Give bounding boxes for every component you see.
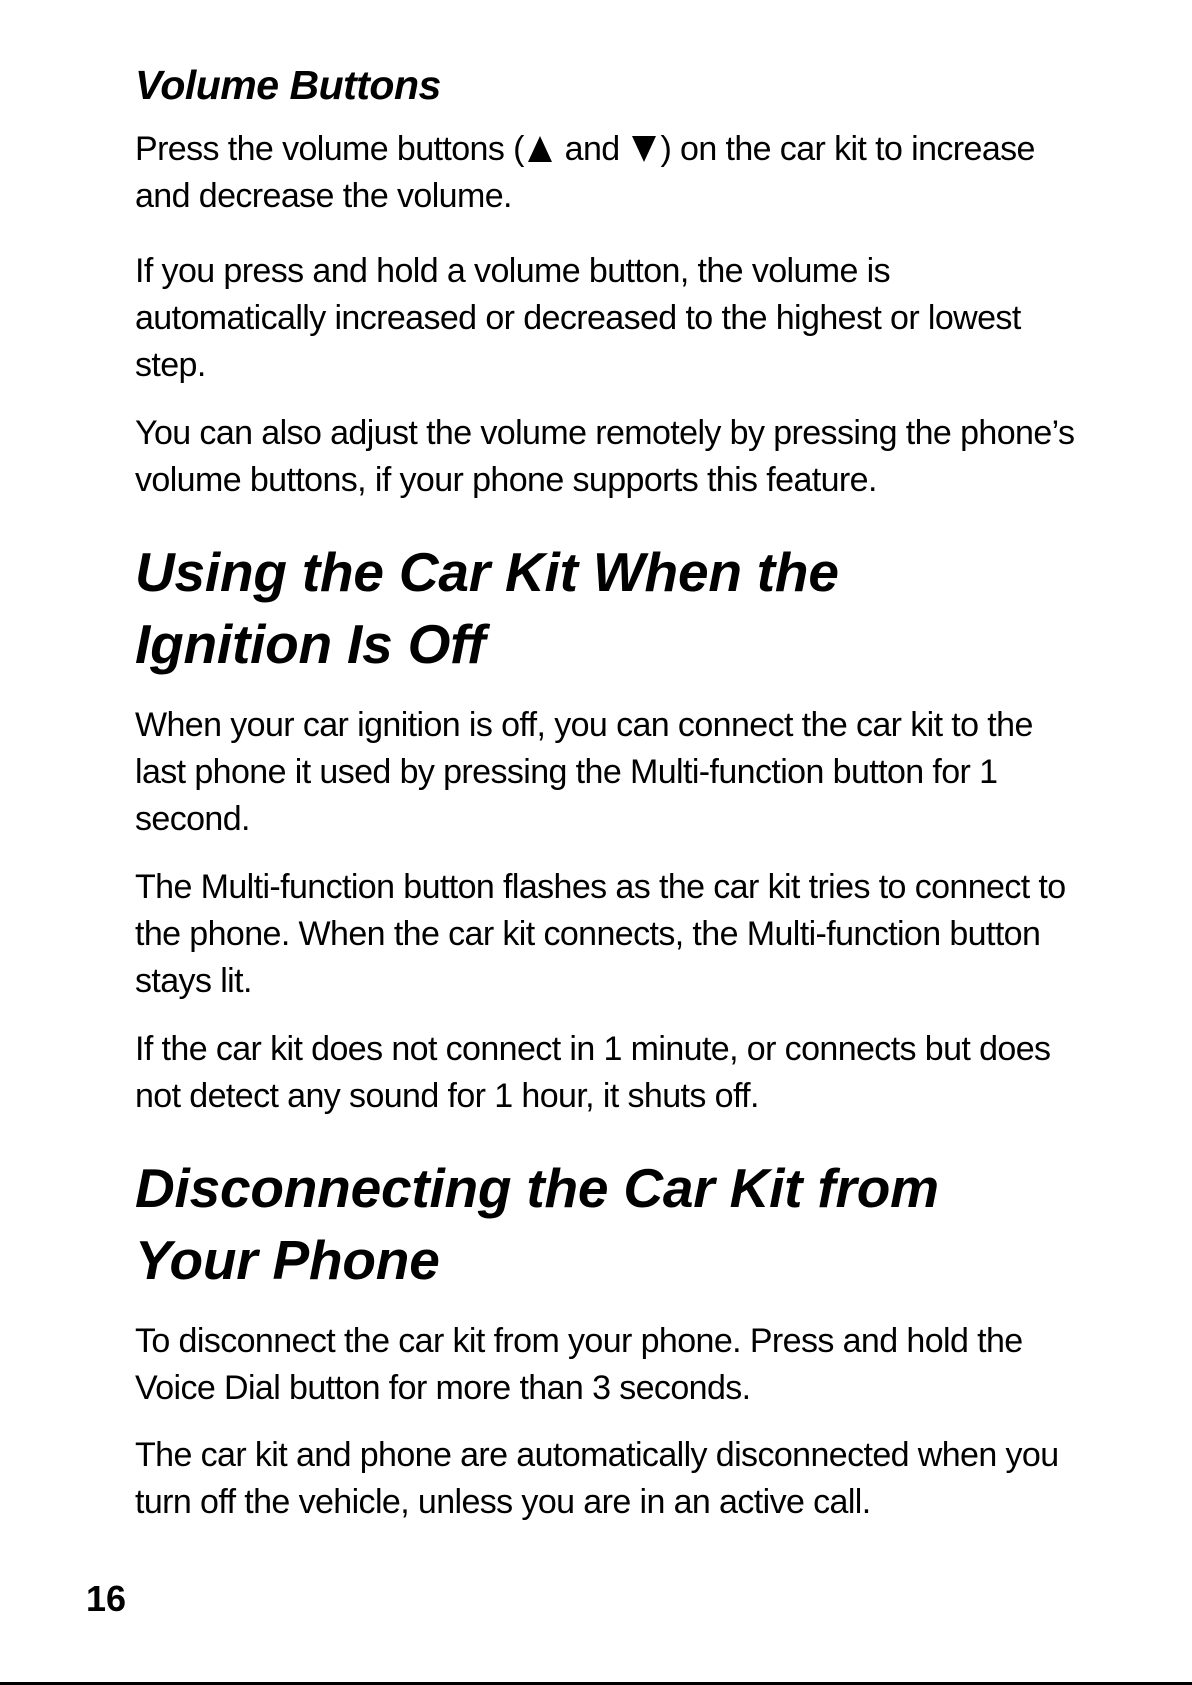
disconnecting-heading [135,1152,1085,1296]
volume-text-start: Press the volume buttons ( [135,130,524,168]
volume-paragraph-2: If you press and hold a volume button, the volume is automatically increased or decreased to the highest or lowest step. [135,252,1021,384]
ignition-heading-line-2: Ignition Is Off [135,613,486,675]
ignition-off-heading [135,536,1085,680]
disconnecting-heading-line-1: Disconnecting the Car Kit from [135,1157,939,1219]
ignition-paragraph-1: When your car ignition is off, you can connect the car kit to the last phone it used by pressing the Multi-function button for 1 second. [135,706,1033,838]
triangle-up-icon [528,136,552,162]
disconnect-paragraph-2: The car kit and phone are automatically disconnected when you turn off the vehicle, unless you are in an active call. [135,1436,1059,1521]
disconnecting-heading-line-2: Your Phone [135,1229,440,1291]
page-number: 16 [86,1578,127,1619]
triangle-down-icon [632,136,656,162]
volume-paragraph-3: You can also adjust the volume remotely by pressing the phone’s volume buttons, if your phone supports this feature. [135,414,1075,499]
ignition-paragraph-2: The Multi-function button flashes as the car kit tries to connect to the phone. When the car kit connects, the Multi-function button stays lit. [135,868,1066,1000]
disconnect-paragraph-1: To disconnect the car kit from your phone. Press and hold the Voice Dial button for more than 3 seconds. [135,1322,1023,1407]
volume-paragraph-1 [135,126,1075,220]
volume-text-end: ) on the car kit to increase and decrease the volume. [135,130,1035,215]
volume-text-and: and [555,130,629,168]
ignition-paragraph-3: If the car kit does not connect in 1 minute, or connects but does not detect any sound for 1 hour, it shuts off. [135,1030,1051,1115]
ignition-heading-line-1: Using the Car Kit When the [135,541,839,603]
volume-buttons-heading: Volume Buttons [135,62,441,108]
